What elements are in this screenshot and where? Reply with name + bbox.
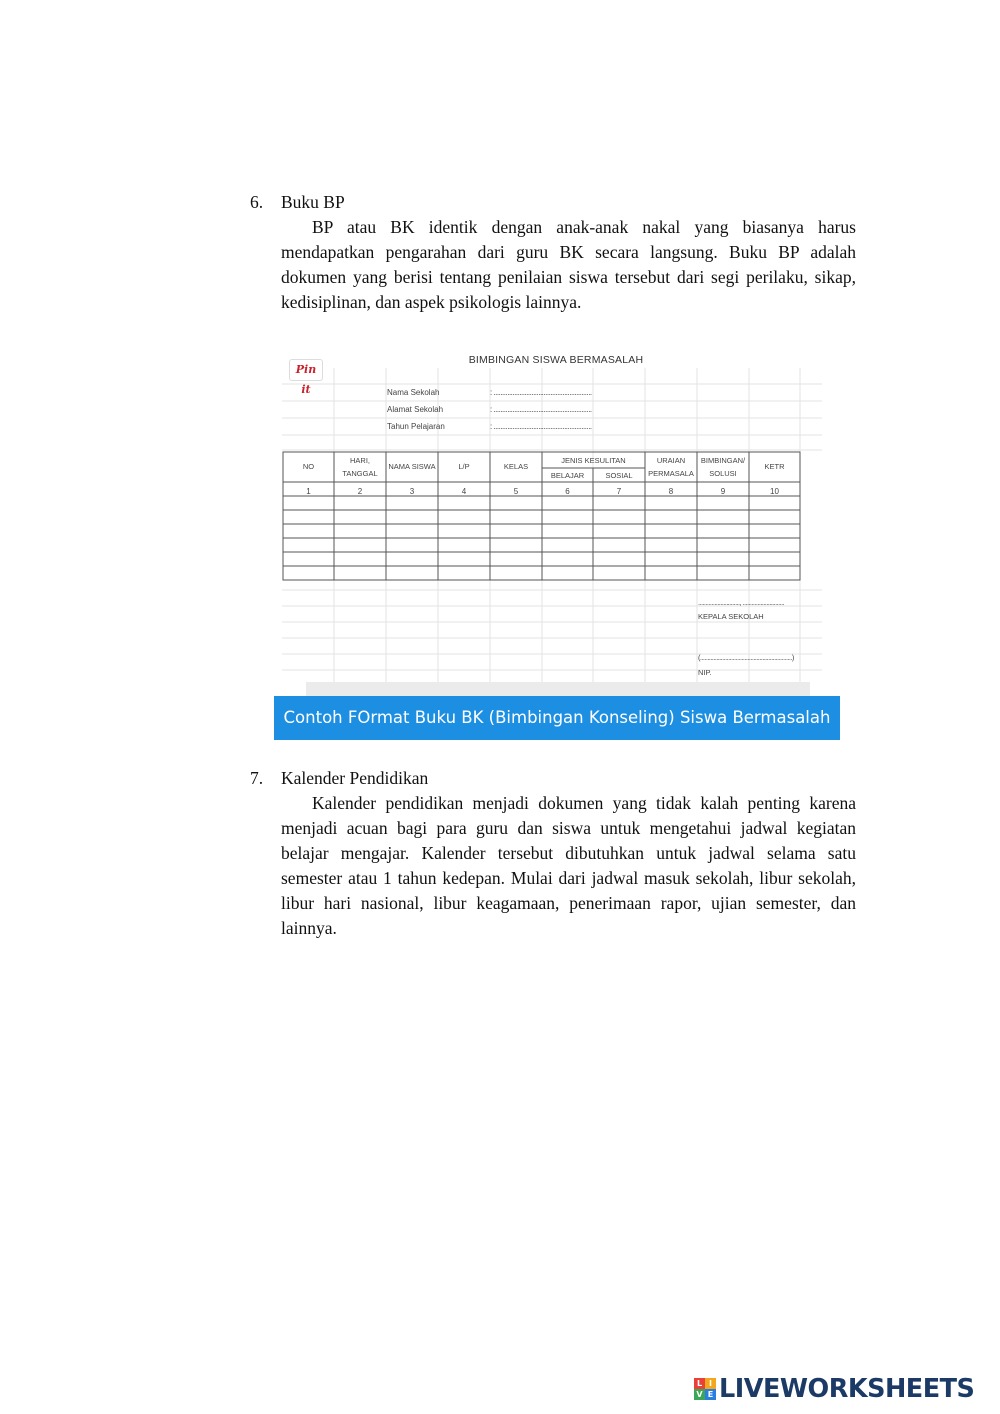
section-heading: [250, 190, 856, 215]
signature-role: KEPALA SEKOLAH: [698, 612, 764, 621]
column-number: 7: [616, 487, 622, 496]
logo-letter-i: I: [705, 1378, 716, 1389]
section-heading: [250, 766, 856, 791]
column-number: 5: [513, 487, 519, 496]
header-tanggal: TANGGAL: [342, 469, 378, 478]
header-nama-siswa: NAMA SISWA: [388, 462, 436, 471]
meta-value-year: : .........................................................: [490, 422, 592, 431]
column-number: 6: [565, 487, 570, 496]
header-permasala: PERMASALA: [648, 469, 694, 478]
header-lp: L/P: [458, 462, 470, 471]
signature-nip: NIP.: [698, 668, 712, 677]
header-uraian: URAIAN: [656, 456, 686, 465]
column-number: 3: [409, 487, 415, 496]
brand-name: LIVEWORKSHEETS: [719, 1374, 975, 1404]
header-sosial: SOSIAL: [605, 471, 633, 480]
liveworksheets-icon: [694, 1378, 716, 1400]
figure-caption: Contoh FOrmat Buku BK (Bimbingan Konseling) Siswa Bermasalah: [274, 696, 840, 740]
section-paragraph: Kalender pendidikan menjadi dokumen yang tidak kalah penting karena menjadi acuan bagi para guru dan siswa untuk mengetahui jadwal kegiatan belajar mengajar. Kalender tersebut dibutuhkan untuk jadwal selama satu semester atau 1 tahun kedepan. Mulai dari jadwal masuk sekolah, libur sekolah, libur hari nasional, libur keagamaan, penerimaan rapor, ujian semester, dan lainnya.: [281, 793, 856, 938]
section-number: 7.: [250, 768, 264, 788]
header-hari: HARI,: [349, 456, 370, 465]
header-solusi: SOLUSI: [709, 469, 737, 478]
meta-value-address: : .........................................................: [490, 405, 592, 414]
header-kelas: KELAS: [503, 462, 529, 471]
column-number: 8: [668, 487, 674, 496]
section-title: Buku BP: [281, 192, 345, 212]
sheet-title: BIMBINGAN SISWA BERMASALAH: [468, 354, 644, 366]
header-no: NO: [302, 462, 315, 471]
image-scrollbar-strip: [306, 682, 810, 696]
section-paragraph: BP atau BK identik dengan anak-anak nakal yang biasanya harus mendapatkan pengarahan dari guru BK secara langsung. Buku BP adalah dokumen yang berisi tentang penilaian siswa tersebut dari segi perilaku, sikap, kedisiplinan, dan aspek psikologis lainnya.: [281, 217, 856, 312]
section-title: Kalender Pendidikan: [281, 768, 429, 788]
header-bimbingan: BIMBINGAN/: [700, 456, 746, 465]
column-number: 4: [461, 487, 467, 496]
meta-value-school: : .........................................................: [490, 388, 592, 397]
column-number: 2: [357, 487, 363, 496]
logo-letter-l: L: [694, 1378, 705, 1389]
signature-date-line: ............................, ............................: [698, 598, 785, 607]
header-belajar: BELAJAR: [550, 471, 585, 480]
column-number: 1: [306, 487, 311, 496]
section-buku-bp: [250, 190, 856, 315]
pinterest-pin-button[interactable]: Pin it: [289, 359, 323, 381]
signature-name-line: (..............................................................): [698, 653, 794, 662]
section-number: 6.: [250, 192, 264, 212]
header-ketr: KETR: [764, 462, 785, 471]
bk-format-figure: [274, 344, 840, 740]
meta-label-address: Alamat Sekolah: [387, 405, 444, 414]
liveworksheets-logo[interactable]: [694, 1374, 974, 1404]
column-number: 10: [770, 487, 779, 496]
logo-letter-v: V: [694, 1389, 705, 1400]
header-jenis-kesulitan: JENIS KESULITAN: [561, 456, 626, 465]
column-number: 9: [720, 487, 726, 496]
meta-label-year: Tahun Pelajaran: [387, 422, 445, 431]
logo-letter-e: E: [705, 1389, 716, 1400]
meta-label-school: Nama Sekolah: [387, 388, 440, 397]
section-kalender-pendidikan: [250, 766, 856, 941]
